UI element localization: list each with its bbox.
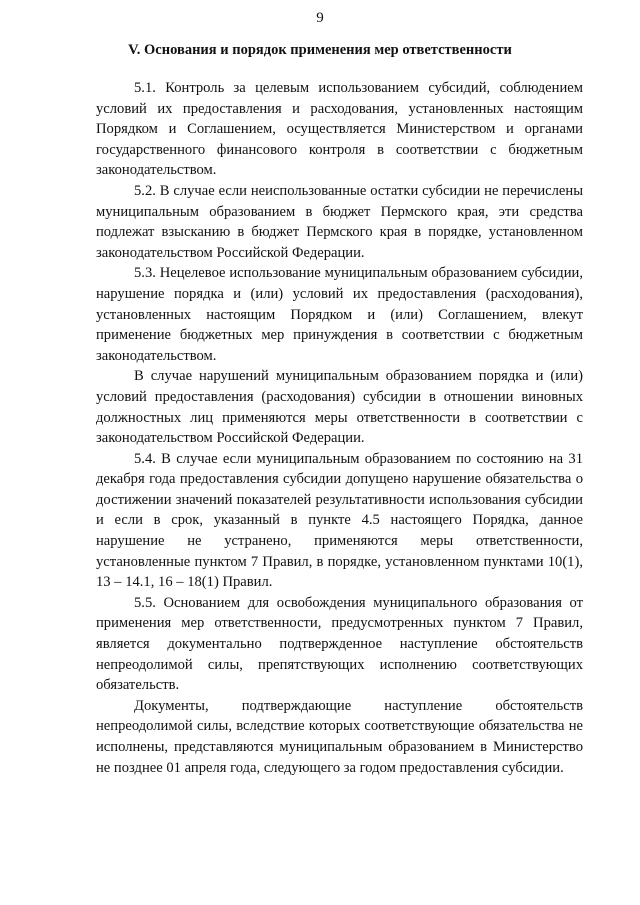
paragraph-5-4: 5.4. В случае если муниципальным образованием по состоянию на 31 декабря года предоставления субсидии допущено нарушение обязательства о достижении значений показателей результативности использования субсидии и если в срок, указанный в пункте 4.5 настоящего Порядка, данное нарушение не устранено, применяются меры ответственности, установленные пунктом 7 Правил, в порядке, установленном пунктами 10(1), 13 – 14.1, 16 – 18(1) Правил. xyxy=(96,450,583,591)
paragraph-5-3: 5.3. Нецелевое использование муниципальным образованием субсидии, нарушение порядка и (или) условий их предоставления (расходования), установленных настоящим Порядком и (или) Соглашением, влекут применение бюджетных мер принуждения в соответствии с бюджетным законодательством. xyxy=(96,265,583,364)
paragraph-5-3-violations: В случае нарушений муниципальным образованием порядка и (или) условий предоставления (расходования) субсидии в отношении виновных должностных лиц применяются меры ответственности в соответствии с законодательством Российской Федерации. xyxy=(96,368,583,447)
paragraph-5-1: 5.1. Контроль за целевым использованием субсидий, соблюдением условий их предоставления и расходования, установленных настоящим Порядком и Соглашением, осуществляется Министерством и органами государственного финансового контроля в соответствии с бюджетным законодательством. xyxy=(96,80,583,179)
document-body xyxy=(96,78,583,778)
paragraph-5-2: 5.2. В случае если неиспользованные остатки субсидии не перечислены муниципальным образованием в бюджет Пермского края, эти средства подлежат взысканию в бюджет Пермского края в порядке, установленном законодательством Российской Федерации. xyxy=(96,182,583,261)
page-number: 9 xyxy=(316,10,324,26)
section-heading: V. Основания и порядок применения мер ответственности xyxy=(128,42,512,58)
paragraph-5-5-documents: Документы, подтверждающие наступление обстоятельств непреодолимой силы, вследствие которых соответствующие обязательства не исполнены, представляются муниципальным образованием в Министерство не позднее 01 апреля года, следующего за годом предоставления субсидии. xyxy=(96,697,583,776)
paragraph-5-5: 5.5. Основанием для освобождения муниципального образования от применения мер ответственности, предусмотренных пунктом 7 Правил, является документально подтвержденное наступление обстоятельств непреодолимой силы, препятствующих исполнению соответствующих обязательств. xyxy=(96,594,583,694)
